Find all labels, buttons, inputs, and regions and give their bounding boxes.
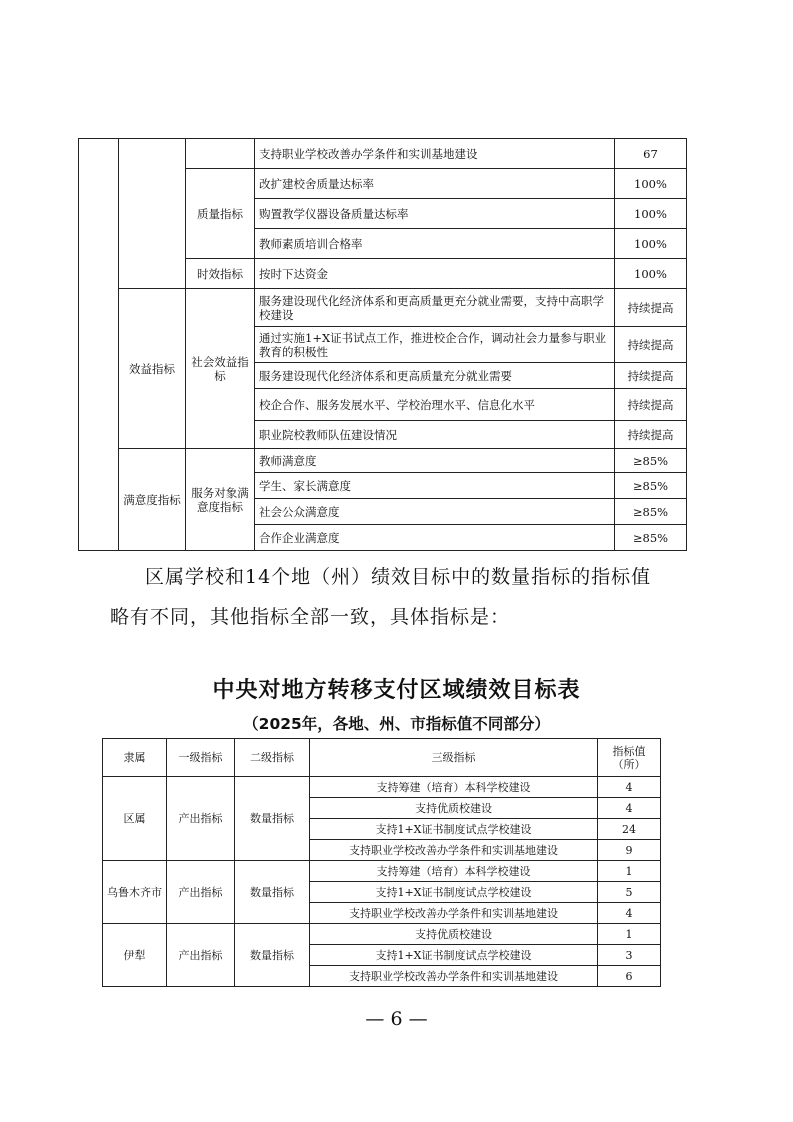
indicator-item: 学生、家长满意度 (255, 473, 615, 499)
body-paragraph-line2: 略有不同，其他指标全部一致，具体指标是： (110, 606, 511, 628)
row-value: 4 (598, 798, 661, 819)
row-item: 支持1+X证书制度试点学校建设 (310, 945, 598, 966)
indicator-item: 合作企业满意度 (255, 525, 615, 551)
blank-level2-cell (186, 139, 255, 169)
indicator-value: 100% (615, 229, 687, 259)
header-affiliation: 隶属 (103, 739, 167, 777)
row-value: 9 (598, 840, 661, 861)
row-item: 支持优质校建设 (310, 924, 598, 945)
regional-target-table (102, 738, 661, 987)
indicator-value: 持续提高 (615, 327, 687, 363)
indicator-item: 教师素质培训合格率 (255, 229, 615, 259)
group-level1: 产出指标 (167, 861, 235, 924)
row-item: 支持职业学校改善办学条件和实训基地建设 (310, 840, 598, 861)
row-item: 支持职业学校改善办学条件和实训基地建设 (310, 903, 598, 924)
blank-level1-cell (119, 139, 186, 289)
row-value: 5 (598, 882, 661, 903)
indicator-value: ≥85% (615, 525, 687, 551)
indicator-value: 持续提高 (615, 363, 687, 389)
table-subtitle: （2025年，各地、州、市指标值不同部分） (243, 715, 550, 733)
indicator-value: ≥85% (615, 473, 687, 499)
indicator-item: 职业院校教师队伍建设情况 (255, 421, 615, 449)
indicator-item: 改扩建校舍质量达标率 (255, 169, 615, 199)
group-level2: 数量指标 (235, 924, 310, 987)
blank-first-column (79, 139, 119, 551)
row-value: 4 (598, 777, 661, 798)
performance-indicator-table (78, 138, 687, 551)
header-level3: 三级指标 (310, 739, 598, 777)
service-satisfaction-indicator-label: 服务对象满意度指标 (186, 449, 255, 551)
satisfaction-indicator-label: 满意度指标 (119, 449, 186, 551)
group-level2: 数量指标 (235, 861, 310, 924)
benefit-indicator-label: 效益指标 (119, 289, 186, 449)
indicator-item: 按时下达资金 (255, 259, 615, 289)
indicator-item: 支持职业学校改善办学条件和实训基地建设 (255, 139, 615, 169)
indicator-value: ≥85% (615, 449, 687, 473)
indicator-item: 社会公众满意度 (255, 499, 615, 525)
row-item: 支持职业学校改善办学条件和实训基地建设 (310, 966, 598, 987)
header-level1: 一级指标 (167, 739, 235, 777)
indicator-value: 持续提高 (615, 289, 687, 327)
body-paragraph-line1: 区属学校和14个地（州）绩效目标中的数量指标的指标值 (145, 566, 652, 588)
row-item: 支持优质校建设 (310, 798, 598, 819)
indicator-item: 教师满意度 (255, 449, 615, 473)
indicator-item: 校企合作、服务发展水平、学校治理水平、信息化水平 (255, 389, 615, 421)
indicator-item: 服务建设现代化经济体系和更高质量充分就业需要 (255, 363, 615, 389)
row-value: 1 (598, 924, 661, 945)
table-title: 中央对地方转移支付区域绩效目标表 (212, 678, 581, 703)
indicator-item: 服务建设现代化经济体系和更高质量更充分就业需要，支持中高职学校建设 (255, 289, 615, 327)
group-level2: 数量指标 (235, 777, 310, 861)
indicator-value: 100% (615, 199, 687, 229)
row-item: 支持1+X证书制度试点学校建设 (310, 819, 598, 840)
group-name: 区属 (103, 777, 167, 861)
indicator-value: 100% (615, 169, 687, 199)
row-item: 支持筹建（培育）本科学校建设 (310, 777, 598, 798)
timeliness-indicator-label: 时效指标 (186, 259, 255, 289)
page-number: — 6 — (365, 1008, 428, 1030)
indicator-value: 67 (615, 139, 687, 169)
group-level1: 产出指标 (167, 777, 235, 861)
row-value: 24 (598, 819, 661, 840)
header-value: 指标值（所） (598, 739, 661, 777)
group-name: 伊犁 (103, 924, 167, 987)
row-item: 支持1+X证书制度试点学校建设 (310, 882, 598, 903)
header-level2: 二级指标 (235, 739, 310, 777)
row-item: 支持筹建（培育）本科学校建设 (310, 861, 598, 882)
quality-indicator-label: 质量指标 (186, 169, 255, 259)
indicator-item: 通过实施1+X证书试点工作，推进校企合作，调动社会力量参与职业教育的积极性 (255, 327, 615, 363)
group-name: 乌鲁木齐市 (103, 861, 167, 924)
group-level1: 产出指标 (167, 924, 235, 987)
indicator-value: 持续提高 (615, 389, 687, 421)
indicator-value: 持续提高 (615, 421, 687, 449)
social-benefit-indicator-label: 社会效益指标 (186, 289, 255, 449)
row-value: 6 (598, 966, 661, 987)
indicator-item: 购置教学仪器设备质量达标率 (255, 199, 615, 229)
indicator-value: 100% (615, 259, 687, 289)
row-value: 1 (598, 861, 661, 882)
indicator-value: ≥85% (615, 499, 687, 525)
row-value: 3 (598, 945, 661, 966)
row-value: 4 (598, 903, 661, 924)
